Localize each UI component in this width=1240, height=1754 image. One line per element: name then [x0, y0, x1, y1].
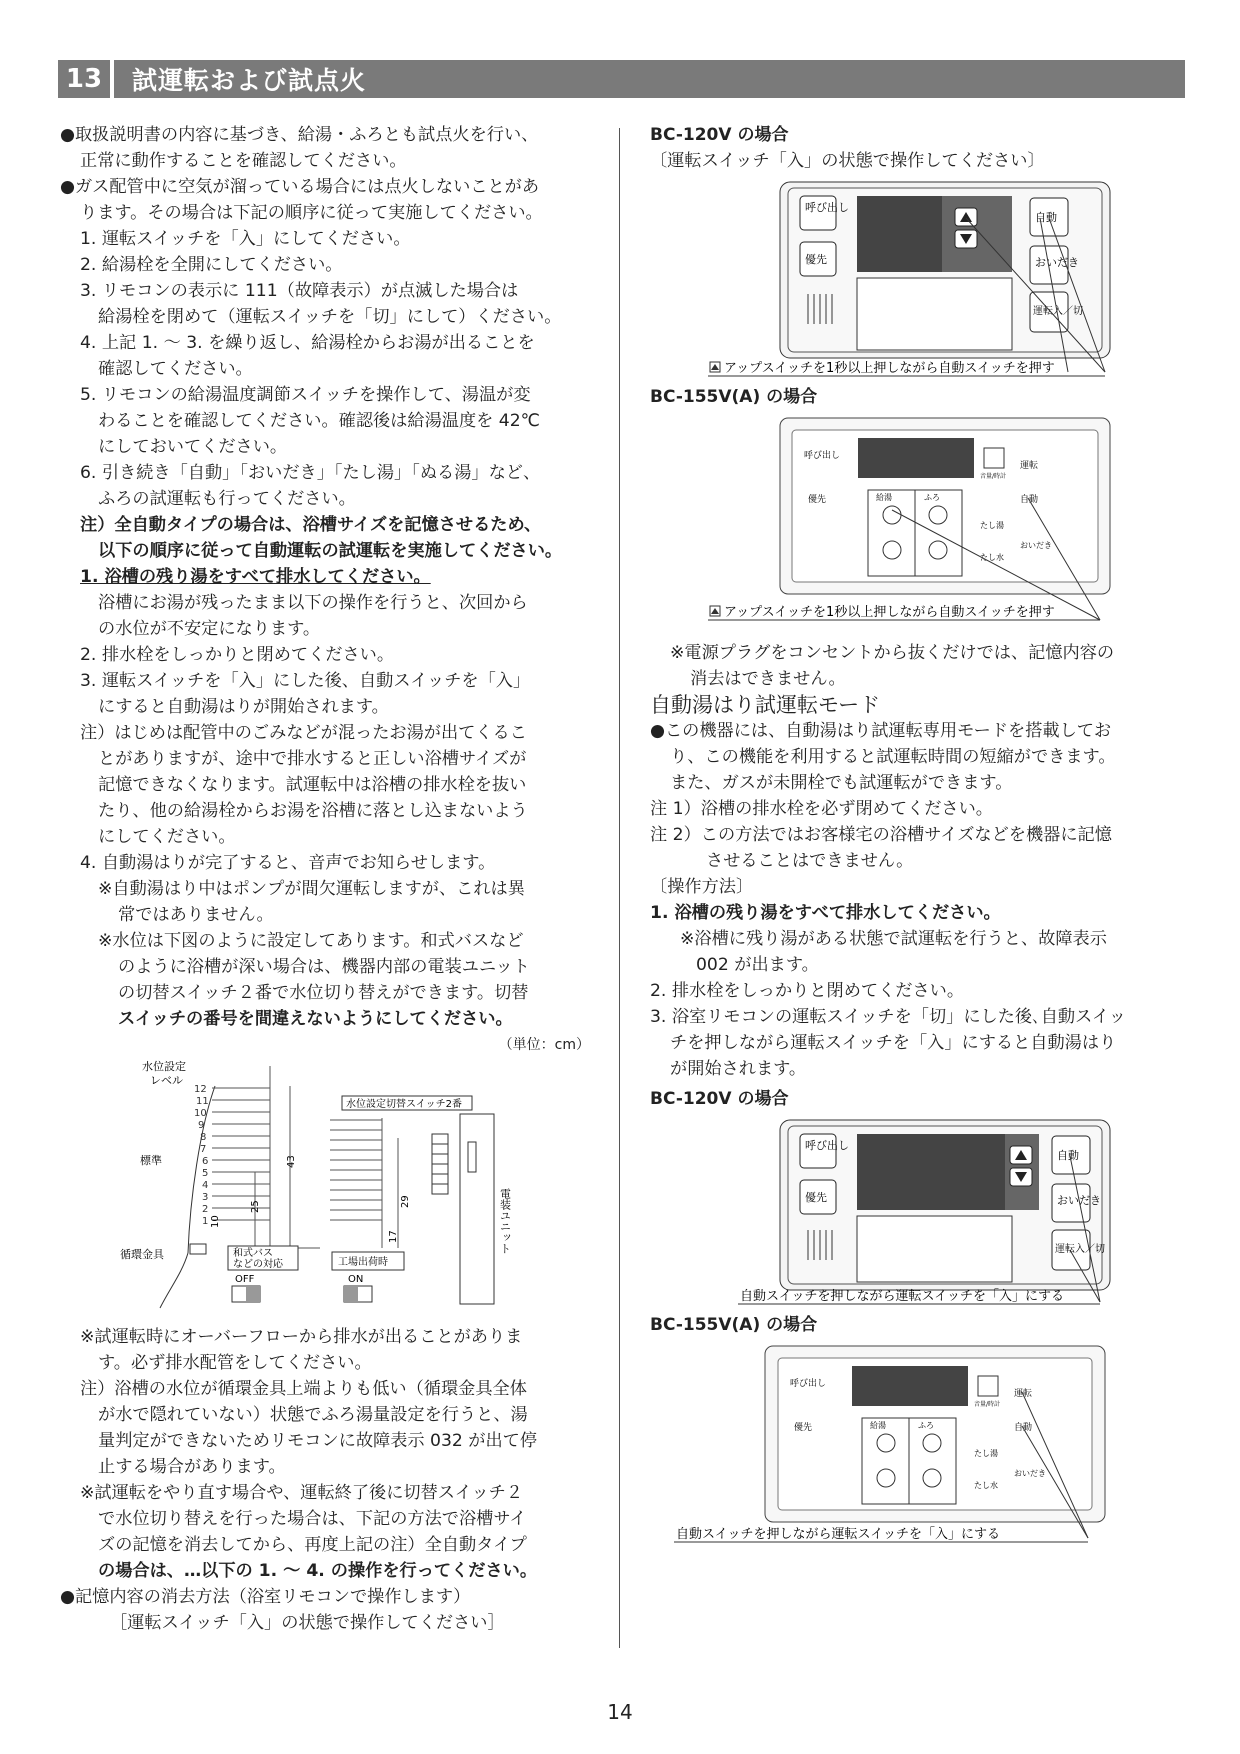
section-number: 13: [58, 60, 114, 98]
step-text: 4. 上記 1. ～ 3. を繰り返し、給湯栓からお湯が出ることを: [80, 333, 535, 353]
note-text: 記憶できなくなります。試運転中は浴槽の排水栓を抜い: [98, 775, 527, 795]
step-text: 6. 引き続き「自動」「おいだき」「たし湯」「ぬる湯」など、: [80, 463, 541, 483]
unten-label: 運転入／切: [1033, 306, 1083, 317]
standard-label: 標準: [140, 1154, 162, 1167]
step-text: 給湯栓を閉めて（運転スイッチを「切」にして）ください。: [98, 307, 562, 327]
op-remark: 002 が出ます。: [696, 955, 819, 975]
bullet-text: ●取扱説明書の内容に基づき、給湯・ふろとも試点火を行い、: [60, 125, 539, 145]
remark-text: のように浴槽が深い場合は、機器内部の電装ユニット: [118, 957, 530, 977]
section-header: [58, 60, 1185, 98]
unten-label-155: 運転: [1014, 1389, 1033, 1399]
note-text: 注）全自動タイプの場合は、浴槽サイズを記憶させるため、: [80, 515, 542, 535]
jidou-label: 自動: [1035, 211, 1057, 224]
svg-text:10: 10: [210, 1215, 221, 1228]
note-text: が水で隠れていない）状態でふろ湯量設定を行うと、湯: [98, 1405, 528, 1425]
bullet-text: り、この機能を利用すると試運転時間の短縮ができます。: [670, 747, 1116, 767]
remote-bc155v-diagram: [680, 410, 1120, 640]
jidou-label-155: 自動: [1020, 495, 1039, 505]
remark-text: の切替スイッチ２番で水位切り替えができます。切替: [118, 983, 529, 1003]
note-text: たり、他の給湯栓からお湯を浴槽に落とし込まないよう: [98, 801, 528, 821]
step-text: わることを確認してください。確認後は給湯温度を 42℃: [98, 411, 540, 431]
note-text: させることはできません。: [706, 851, 914, 871]
model-heading: BC-120V の場合: [650, 1089, 789, 1109]
step-text: 3. 運転スイッチを「入」にした後、自動スイッチを「入」: [80, 671, 531, 691]
svg-text:2: 2: [202, 1204, 209, 1215]
dim-label: 43: [286, 1155, 297, 1168]
furo-label: ふろ: [918, 1421, 934, 1430]
op-remark: ※浴槽に残り湯がある状態で試運転を行うと、故障表示: [680, 929, 1107, 949]
yusen-label-155: 優先: [794, 1423, 813, 1433]
step-text: 2. 排水栓をしっかりと閉めてください。: [80, 645, 395, 665]
figure-caption: アップスイッチを1秒以上押しながら自動スイッチを押す: [724, 605, 1055, 620]
denso-label: 電装ユニット: [498, 1188, 512, 1254]
level-label-2: レベル: [150, 1074, 183, 1087]
jidou-label-155: 自動: [1014, 1423, 1033, 1433]
water-level-diagram: [120, 1058, 560, 1318]
bullet-text: ●記憶内容の消去方法（浴室リモコンで操作します）: [60, 1587, 471, 1607]
note-text: にしてください。: [98, 827, 236, 847]
bullet-text: ●この機器には、自動湯はり試運転専用モードを搭載してお: [650, 721, 1112, 741]
note-text: 注 1）浴槽の排水栓を必ず閉めてください。: [650, 799, 993, 819]
left-column: [60, 122, 590, 1636]
tashiyu-label: たし湯: [974, 1449, 998, 1458]
bullet-text: 正常に動作することを確認してください。: [80, 151, 407, 171]
onryo-label: 音量/時計: [974, 1401, 1001, 1408]
step-text: の水位が不安定になります。: [98, 619, 321, 639]
model-heading: BC-155V(A) の場合: [650, 387, 818, 407]
right-column: [650, 122, 1190, 1558]
yusen-label-155: 優先: [808, 495, 827, 505]
svg-text:3: 3: [202, 1192, 209, 1203]
yusen-label: 優先: [805, 1191, 827, 1204]
wabath-label: などの対応: [233, 1259, 283, 1270]
op-step: 3. 浴室リモコンの運転スイッチを「切」にした後､自動スイッ: [650, 1007, 1126, 1027]
step-text: 1. 浴槽の残り湯をすべて排水してください。: [80, 567, 431, 587]
step-text: 3. リモコンの表示に 111（故障表示）が点滅した場合は: [80, 281, 519, 301]
section-title: 試運転および試点火: [132, 66, 367, 95]
step-text: 1. 運転スイッチを「入」にしてください。: [80, 229, 411, 249]
figure-caption: アップスイッチを1秒以上押しながら自動スイッチを押す: [724, 361, 1055, 376]
note-text: 量判定ができないためリモコンに故障表示 032 が出て停: [98, 1431, 538, 1451]
remark-text: ※水位は下図のように設定してあります。和式バスなど: [98, 931, 524, 951]
yobi-label: 呼び出し: [805, 1139, 849, 1152]
kyuto-label: 給湯: [876, 493, 892, 502]
figure-caption: 自動スイッチを押しながら運転スイッチを「入」にする: [676, 1527, 1000, 1542]
unit-label: （単位：cm）: [498, 1037, 590, 1053]
svg-text:11: 11: [196, 1096, 209, 1107]
on-label: ON: [348, 1274, 364, 1285]
junkan-label: 循環金具: [120, 1248, 164, 1261]
note-text: 注 2）この方法ではお客様宅の浴槽サイズなどを機器に記憶: [650, 825, 1112, 845]
note-text: 注）はじめは配管中のごみなどが混ったお湯が出てくるこ: [80, 723, 527, 743]
page-number: 14: [607, 1700, 633, 1724]
op-step: 2. 排水栓をしっかりと閉めてください。: [650, 981, 965, 1001]
yobi-label: 呼び出し: [805, 201, 849, 214]
remark-text: ※試運転をやり直す場合や、運転終了後に切替スイッチ２: [80, 1483, 524, 1503]
op-step: が開始されます。: [670, 1059, 807, 1079]
dim-label: 29: [400, 1195, 411, 1208]
wabath-label: 和式バス: [233, 1248, 273, 1259]
unten-label-155: 運転: [1020, 461, 1039, 471]
remark-text: ※試運転時にオーバーフローから排水が出ることがありま: [80, 1327, 523, 1347]
tashimizu-label: たし水: [980, 553, 1004, 562]
dim-label: 17: [388, 1230, 399, 1243]
step-text: 5. リモコンの給湯温度調節スイッチを操作して、湯温が変: [80, 385, 531, 405]
yusen-label: 優先: [805, 253, 827, 266]
op-step: 1. 浴槽の残り湯をすべて排水してください。: [650, 903, 1001, 923]
svg-text:7: 7: [200, 1144, 207, 1155]
svg-text:5: 5: [202, 1168, 209, 1179]
tashimizu-label: たし水: [974, 1481, 998, 1490]
switch-label: 水位設定切替スイッチ2番: [346, 1099, 462, 1110]
oidaki-label-155: おいだき: [1020, 541, 1052, 550]
remark-text: ※電源プラグをコンセントから抜くだけでは、記憶内容の: [670, 643, 1115, 663]
step-text: 2. 給湯栓を全開にしてください。: [80, 255, 343, 275]
note-text: とがありますが、途中で排水すると正しい浴槽サイズが: [98, 749, 527, 769]
oidaki-label: おいだき: [1057, 1194, 1101, 1207]
remote-bc120v-diagram-2: [680, 1112, 1120, 1312]
step-text: ふろの試運転も行ってください。: [98, 489, 356, 509]
svg-text:10: 10: [194, 1108, 207, 1119]
figure-caption: 自動スイッチを押しながら運転スイッチを「入」にする: [740, 1289, 1064, 1304]
unten-label: 運転入／切: [1055, 1244, 1105, 1255]
level-label-1: 水位設定: [142, 1060, 186, 1073]
remark-text: ※自動湯はり中はポンプが間欠運転しますが、これは異: [98, 879, 525, 899]
remark-text: す。必ず排水配管をしてください。: [98, 1353, 372, 1373]
step-text: にすると自動湯はりが開始されます。: [98, 697, 389, 717]
ops-label: 〔操作方法〕: [650, 877, 754, 897]
remark-text: 消去はできません。: [690, 669, 846, 689]
svg-text:9: 9: [198, 1120, 205, 1131]
step-text: 確認してください。: [98, 359, 253, 379]
furo-label: ふろ: [924, 493, 940, 502]
bullet-text: ［運転スイッチ「入」の状態で操作してください］: [110, 1613, 505, 1633]
remark-text: ズの記憶を消去してから、再度上記の注）全自動タイプ: [98, 1535, 527, 1555]
kyuto-label: 給湯: [870, 1421, 886, 1430]
dim-label: 25: [250, 1200, 261, 1213]
bullet-text: ります。その場合は下記の順序に従って実施してください。: [80, 203, 543, 223]
instruction-note: 〔運転スイッチ「入」の状態で操作してください〕: [650, 151, 1045, 171]
note-text: 注）浴槽の水位が循環金具上端よりも低い（循環金具全体: [80, 1379, 527, 1399]
model-heading: BC-120V の場合: [650, 125, 789, 145]
op-step: チを押しながら運転スイッチを「入」にすると自動湯はり: [670, 1033, 1117, 1053]
tashiyu-label: たし湯: [980, 521, 1004, 530]
onryo-label: 音量/時計: [980, 473, 1007, 480]
remark-text: 常ではありません。: [118, 905, 274, 925]
remote-bc155v-diagram-2: [650, 1338, 1110, 1558]
remark-text: スイッチの番号を間違えないようにしてください。: [118, 1009, 513, 1029]
off-label: OFF: [235, 1274, 255, 1285]
bullet-text: ●ガス配管中に空気が溜っている場合には点火しないことがあ: [60, 177, 540, 197]
svg-text:4: 4: [202, 1180, 209, 1191]
oidaki-label-155: おいだき: [1014, 1469, 1046, 1478]
step-text: 浴槽にお湯が残ったまま以下の操作を行うと、次回から: [98, 593, 528, 613]
yobidashi-label: 呼び出し: [804, 451, 841, 461]
svg-text:8: 8: [200, 1132, 207, 1143]
svg-text:6: 6: [202, 1156, 209, 1167]
bullet-text: また、ガスが未開栓でも試運転ができます。: [670, 773, 1013, 793]
jidou-label: 自動: [1057, 1149, 1079, 1162]
step-text: 4. 自動湯はりが完了すると、音声でお知らせします。: [80, 853, 496, 873]
svg-text:1: 1: [202, 1216, 209, 1227]
mode-heading: 自動湯はり試運転モード: [650, 693, 881, 717]
remark-text: の場合は、…以下の 1. ～ 4. の操作を行ってください。: [98, 1561, 538, 1581]
oidaki-label: おいだき: [1035, 256, 1079, 269]
note-text: 以下の順序に従って自動運転の試運転を実施してください。: [98, 541, 563, 561]
yobidashi-label: 呼び出し: [790, 1379, 827, 1389]
step-text: にしておいてください。: [98, 437, 288, 457]
remark-text: で水位切り替えを行った場合は、下記の方法で浴槽サイ: [98, 1509, 527, 1529]
factory-label: 工場出荷時: [338, 1257, 388, 1268]
svg-text:12: 12: [194, 1084, 207, 1095]
note-text: 止する場合があります。: [98, 1457, 286, 1477]
column-divider: [619, 128, 620, 1648]
remote-bc120v-diagram: [680, 174, 1120, 384]
model-heading: BC-155V(A) の場合: [650, 1315, 818, 1335]
